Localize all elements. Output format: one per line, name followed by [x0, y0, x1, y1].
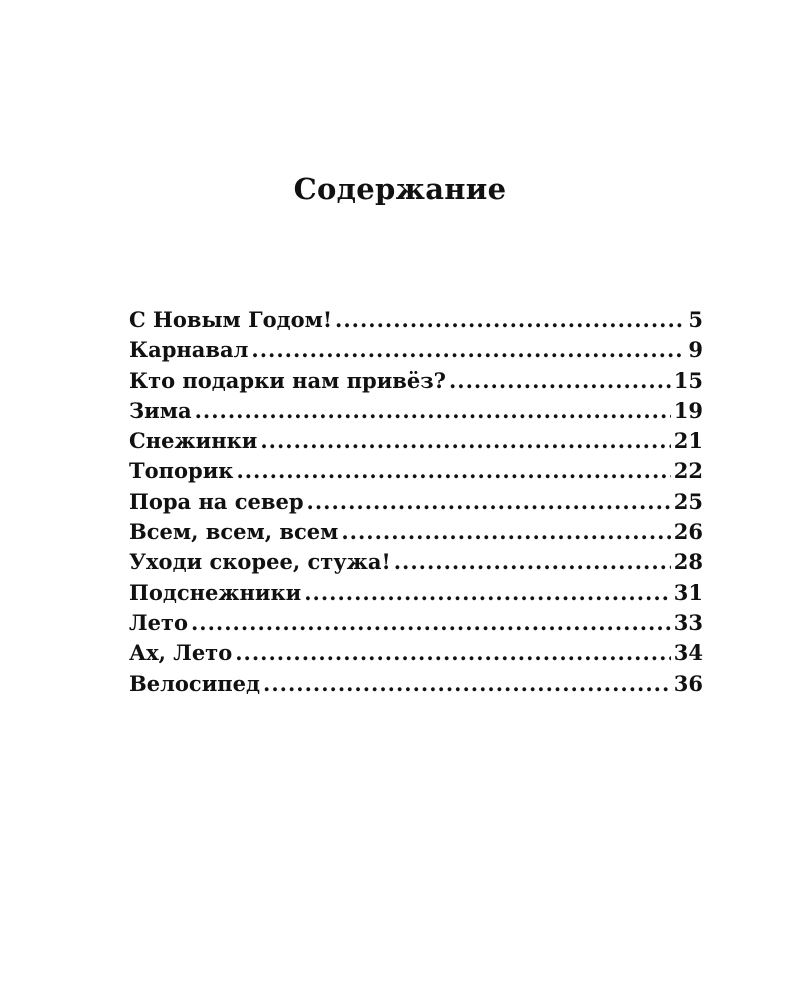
toc-dot-leader — [335, 307, 685, 332]
toc-entry — [129, 398, 703, 428]
toc-dot-leader — [394, 549, 671, 574]
toc-entry-title: Всем, всем, всем — [129, 519, 339, 545]
toc-page-number: 36 — [673, 670, 703, 696]
toc-entry-title: Зима — [129, 397, 192, 423]
toc-entry — [129, 549, 703, 579]
toc-dot-leader — [260, 428, 670, 453]
toc-entry-title: Подснежники — [129, 579, 302, 605]
toc-entry — [129, 337, 703, 367]
toc-entry — [129, 640, 703, 670]
toc-entry — [129, 307, 703, 337]
toc-page-number: 19 — [673, 397, 703, 423]
toc-entry — [129, 368, 703, 398]
toc-page-number: 5 — [688, 307, 703, 332]
toc-page-number: 15 — [673, 367, 703, 393]
toc-dot-leader — [235, 640, 671, 665]
toc-page-number: 34 — [673, 640, 703, 666]
toc-entry-title: Лето — [129, 609, 188, 635]
toc-dot-leader — [251, 337, 685, 362]
toc-dot-leader — [307, 489, 671, 514]
toc-entry-title: Карнавал — [129, 337, 249, 363]
toc-dot-leader — [191, 610, 671, 635]
toc-page-number: 25 — [673, 488, 703, 514]
toc-dot-leader — [236, 458, 670, 483]
toc-entry — [129, 458, 703, 488]
toc-entry — [129, 580, 703, 610]
toc-entry — [129, 671, 703, 701]
table-of-contents — [129, 307, 703, 701]
toc-page-number: 31 — [673, 579, 703, 605]
toc-dot-leader — [449, 368, 671, 393]
toc-entry-title: Уходи скорее, стужа! — [129, 549, 391, 575]
toc-dot-leader — [263, 671, 671, 696]
toc-entry — [129, 489, 703, 519]
toc-entry-title: Топорик — [129, 458, 234, 484]
toc-entry — [129, 428, 703, 458]
toc-dot-leader — [195, 398, 671, 423]
toc-entry — [129, 519, 703, 549]
toc-page-number: 22 — [673, 458, 703, 484]
toc-page-number: 9 — [688, 337, 703, 363]
toc-entry — [129, 610, 703, 640]
toc-page-number: 26 — [673, 519, 703, 545]
toc-dot-leader — [304, 580, 671, 605]
toc-page-number: 21 — [673, 428, 703, 454]
page-title: Содержание — [293, 172, 507, 206]
toc-dot-leader — [341, 519, 670, 544]
toc-entry-title: Кто подарки нам привёз? — [129, 367, 446, 393]
toc-entry-title: Пора на север — [129, 488, 304, 514]
toc-entry-title: С Новым Годом! — [129, 307, 333, 332]
toc-page-number: 28 — [673, 549, 703, 575]
toc-page-number: 33 — [673, 609, 703, 635]
toc-entry-title: Снежинки — [129, 428, 258, 454]
toc-entry-title: Велосипед — [129, 670, 261, 696]
toc-entry-title: Ах, Лето — [129, 640, 233, 666]
